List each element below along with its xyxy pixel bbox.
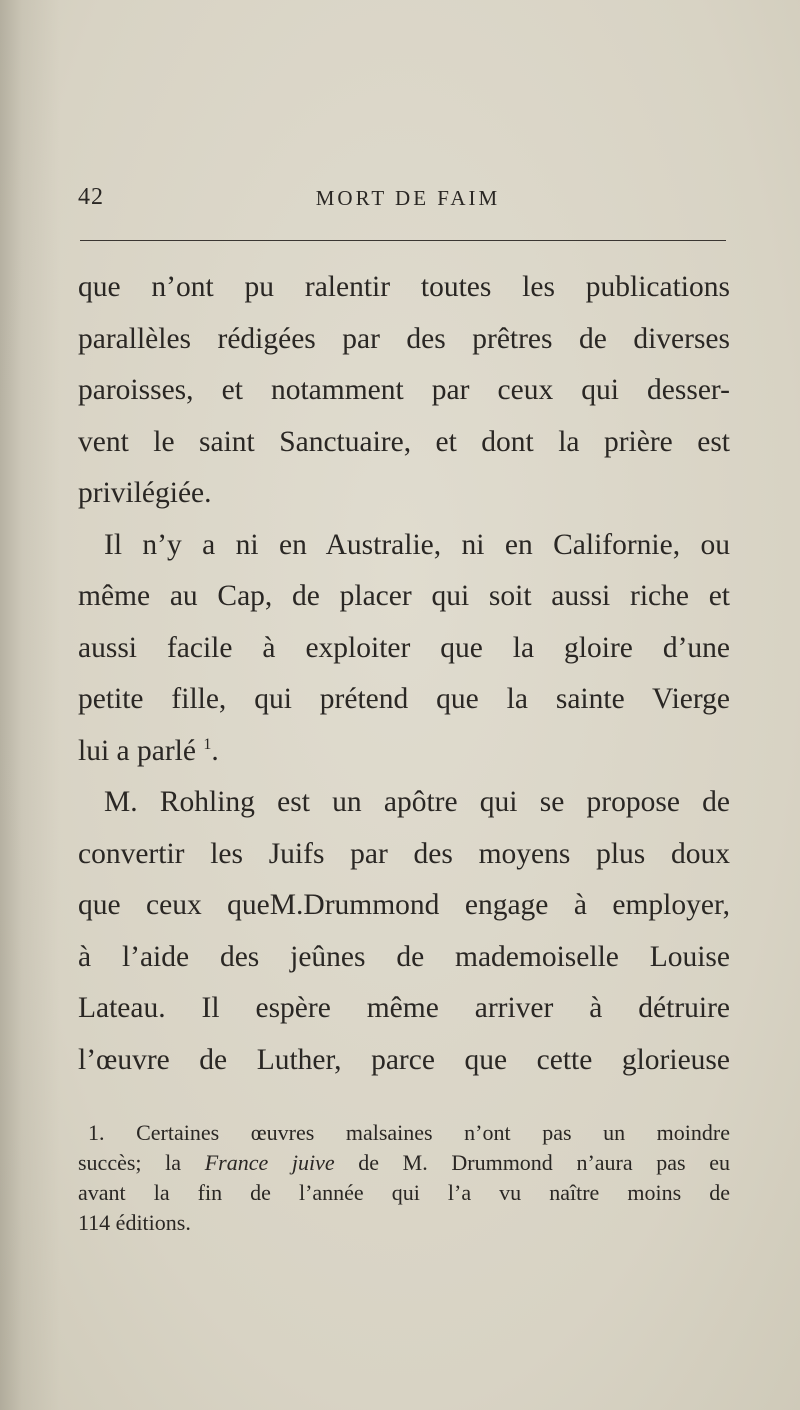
footnote (78, 1118, 730, 1238)
text-line: l’œuvre de Luther, parce que cette glorieuse (78, 1043, 730, 1076)
header-rule (80, 240, 726, 241)
text-line: même au Cap, de placer qui soit aussi riche et (78, 580, 730, 612)
text-line: convertir les Juifs par des moyens plus doux (78, 837, 730, 870)
text-line: paroisses, et notamment par ceux qui desser- (78, 374, 730, 406)
footnote-line: avant la fin de l’année qui l’a vu naître moins de (78, 1180, 730, 1205)
page-number: 42 (78, 184, 104, 210)
footnote-reference: 1 (203, 735, 212, 753)
text-line: aussi facile à exploiter que la gloire d’une (78, 631, 730, 664)
text-line (78, 726, 730, 778)
footnote-text: de M. Drummond n’aura pas eu (334, 1150, 730, 1175)
running-title: MORT DE FAIM (315, 186, 501, 210)
text-line: M. Rohling est un apôtre qui se propose de (104, 786, 730, 818)
book-title: France juive (204, 1150, 335, 1175)
text-line: petite fille, qui prétend que la sainte Vierge (78, 683, 730, 715)
text-line: privilégiée. (78, 477, 212, 509)
footnote-line: 114 éditions. (78, 1210, 191, 1235)
footnote-line: 1. Certaines œuvres malsaines n’ont pas un moindre (88, 1120, 730, 1145)
text-line: que n’ont pu ralentir toutes les publications (78, 271, 730, 303)
main-text (78, 262, 730, 1086)
text-line: Il n’y a ni en Australie, ni en Californie, ou (104, 528, 730, 561)
page-header (78, 184, 728, 214)
text-line: que ceux queM.Drummond engage à employer, (78, 889, 730, 921)
text-line: parallèles rédigées par des prêtres de diverses (78, 322, 730, 355)
text-line: vent le saint Sanctuaire, et dont la prière est (78, 425, 730, 458)
text-line-content: lui a parlé (78, 734, 196, 767)
footnote-line (78, 1148, 730, 1178)
footnote-text: succès; la (78, 1150, 205, 1175)
text-line: à l’aide des jeûnes de mademoiselle Louise (78, 940, 730, 973)
text-line: Lateau. Il espère même arriver à détruire (78, 992, 730, 1024)
sentence-end: . (211, 734, 219, 767)
